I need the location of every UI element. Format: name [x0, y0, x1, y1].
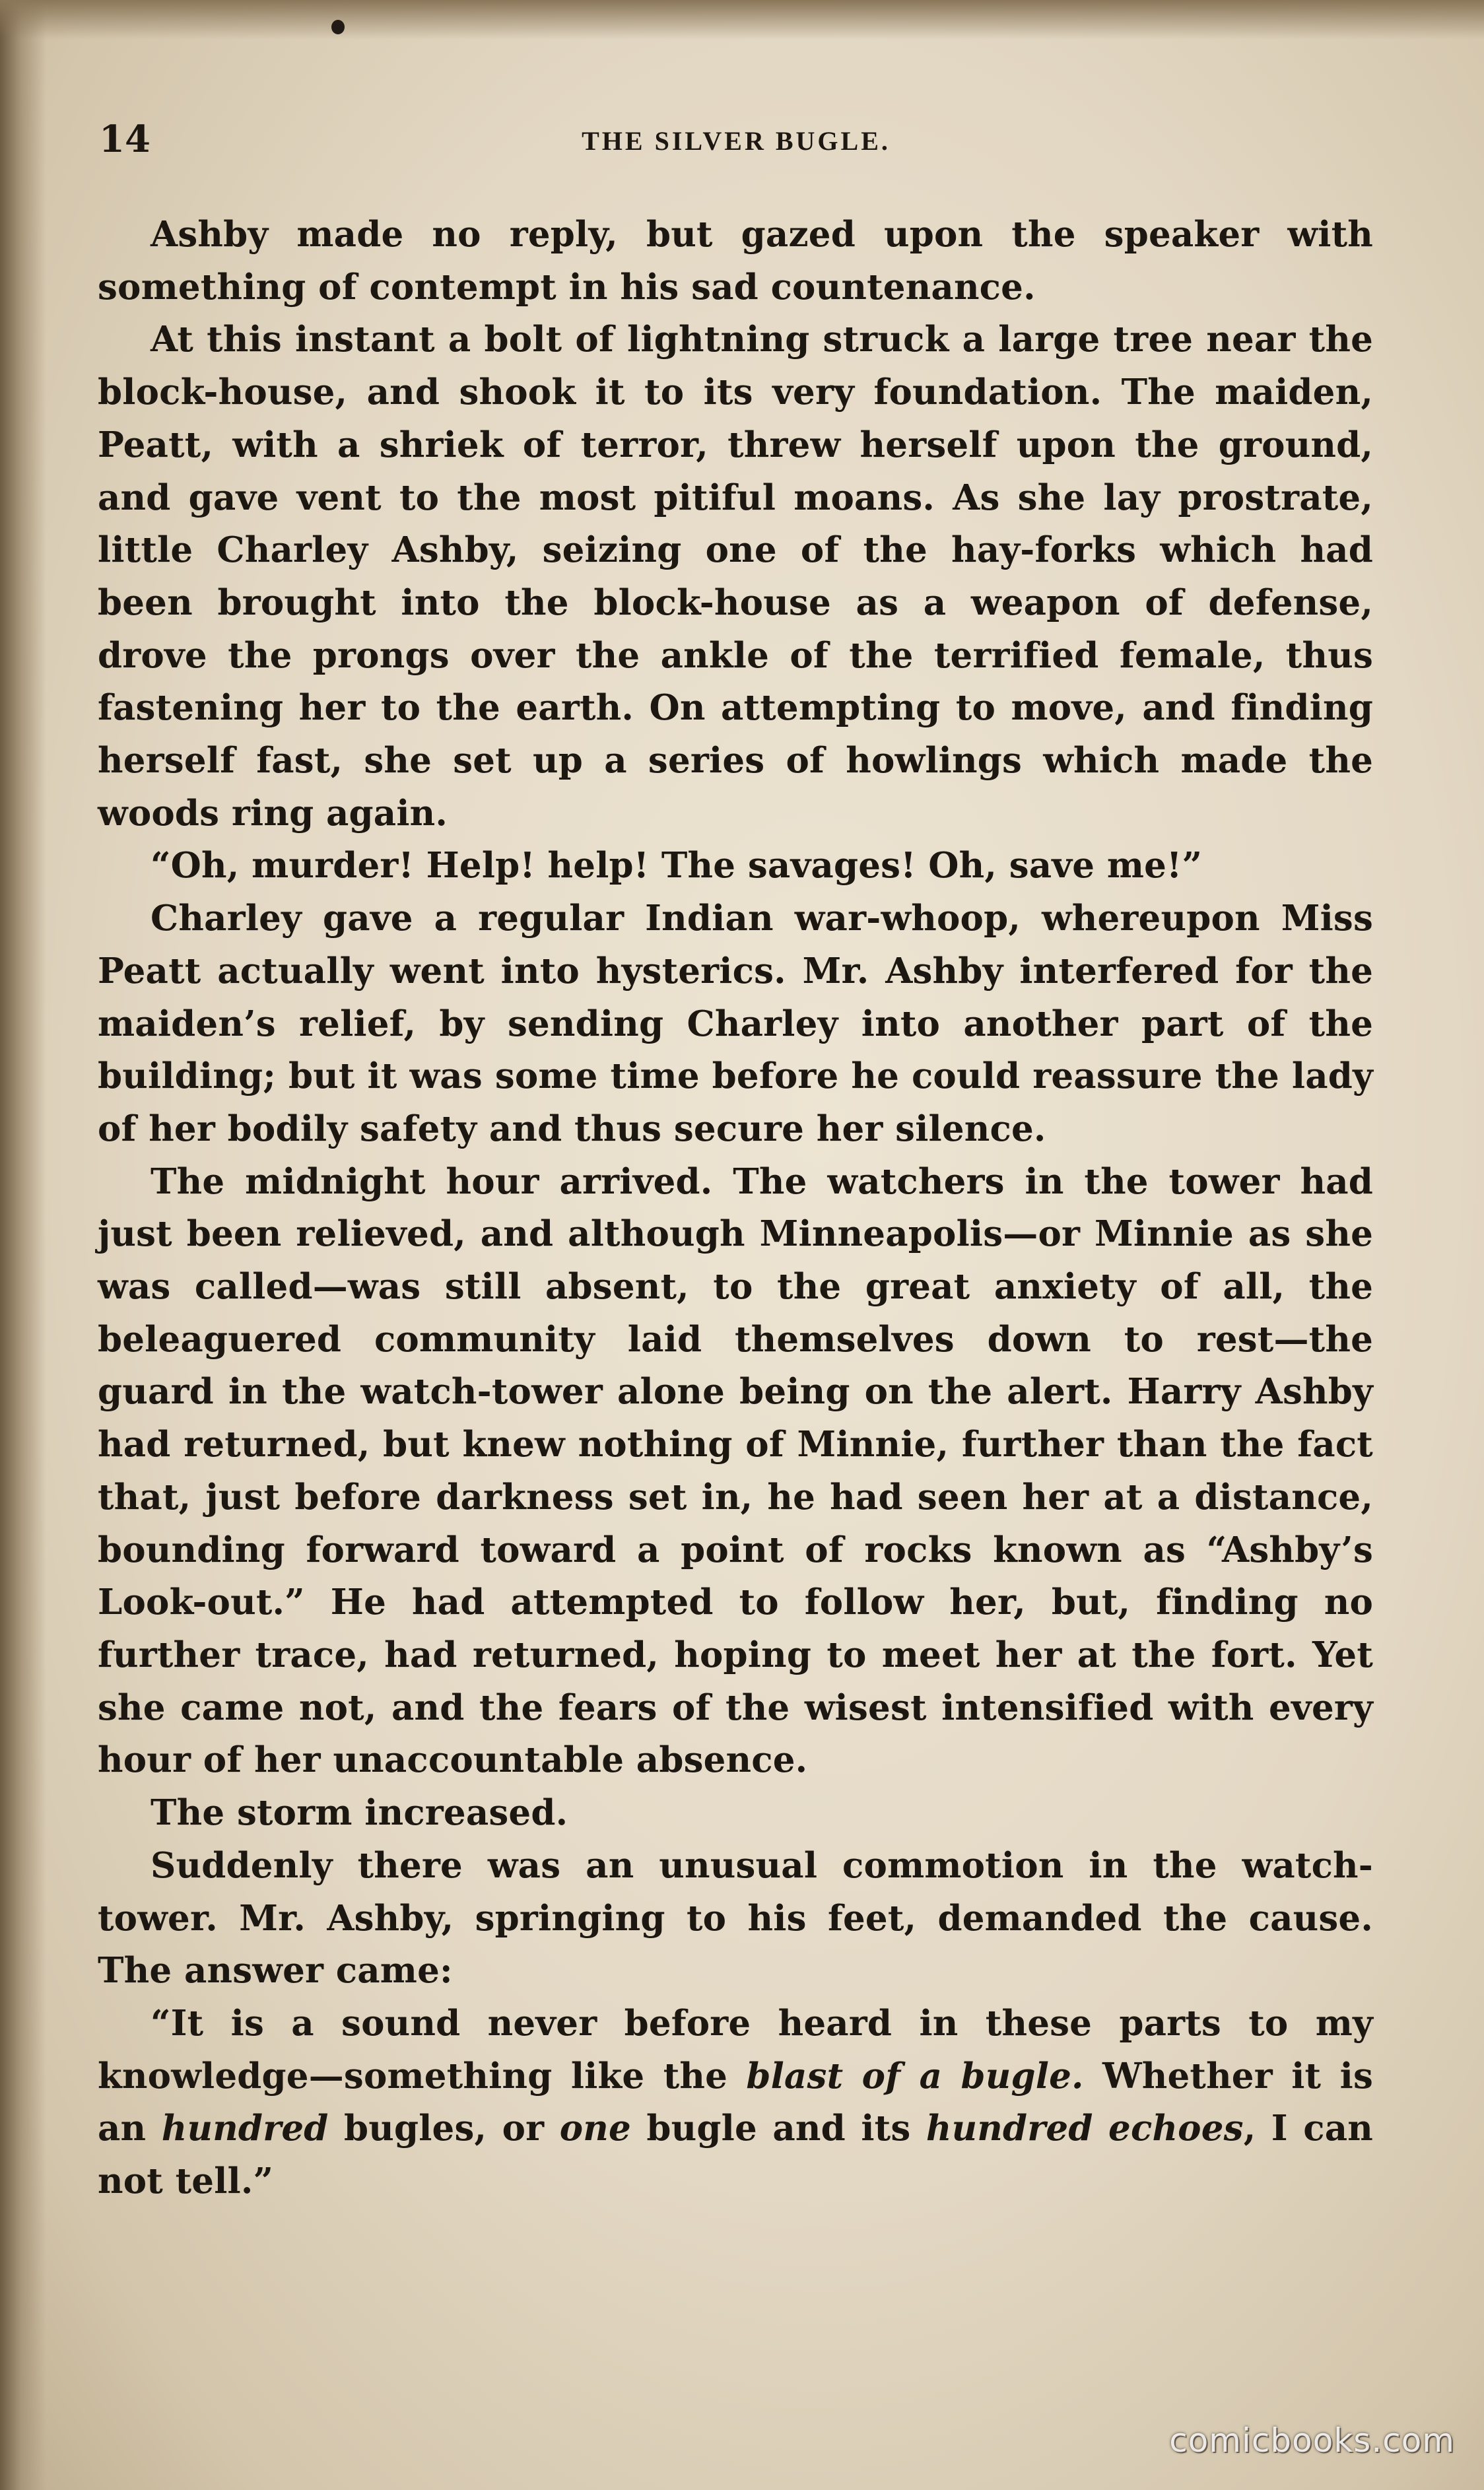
final-quote-paragraph: “It is a sound never before heard in these parts to my knowledge—something like the blast of a bugle. Whether it is an hundred bugles, or one bugle and its hundred echoes, I can not tell.” [98, 2002, 1373, 2202]
paragraph: The storm increased. [151, 1792, 568, 1834]
paragraph: The midnight hour arrived. The watchers in the tower had just been relieved, and although Minneapolis—or Minnie as she was called—was still absent, to the great anxiety of all, the beleaguered community laid themselves down to rest—the guard in the watch-tower alone being on the alert. Harry Ashby had returned, but knew nothing of Minnie, further than the fact that, just before darkness set in, he had seen her at a distance, bounding forward toward a point of rocks known as “Ashby’s Look-out.” He had attempted to follow her, but, finding no further trace, had returned, hoping to meet her at the fort. Yet she came not, and the fears of the wisest intensified with every hour of her unaccountable absence. [98, 1161, 1373, 1781]
paragraph: Suddenly there was an unusual commotion in the watch-tower. Mr. Ashby, springing to his feet, demanded the cause. The answer came: [98, 1844, 1373, 1992]
paragraph: At this instant a bolt of lightning struck a large tree near the block-house, and shook it to its very foundation. The maiden, Peatt, with a shriek of terror, threw herself upon the ground, and gave vent to the most pitiful moans. As she lay prostrate, little Charley Ashby, seizing one of the hay-forks which had been brought into the block-house as a weapon of defense, drove the prongs over the ankle of the terrified female, thus fastening her to the earth. On attempting to move, and finding herself fast, she set up a series of howlings which made the woods ring again. [98, 319, 1373, 834]
italic-text: blast of a bugle. [746, 2055, 1084, 2097]
page-header [99, 116, 1373, 162]
page-body [98, 209, 1373, 2208]
ink-spot [331, 20, 345, 34]
running-head: THE SILVER BUGLE. [582, 126, 891, 156]
paragraph: Charley gave a regular Indian war-whoop, whereupon Miss Peatt actually went into hysterics. Mr. Ashby interfered for the maiden’s relief, by sending Charley into another part of the building; but it was some time before he could reassure the lady of her bodily safety and thus secure her silence. [98, 898, 1373, 1149]
page-left-shadow [0, 0, 46, 2490]
watermark: comicbooks.com [1169, 2421, 1455, 2460]
italic-text: hundred [161, 2108, 329, 2149]
page-number: 14 [99, 118, 151, 161]
paragraph: “Oh, murder! Help! help! The savages! Oh, save me!” [151, 845, 1203, 887]
italic-text: one [559, 2108, 631, 2149]
italic-text: hundred echoes [926, 2108, 1244, 2149]
paragraph: Ashby made no reply, but gazed upon the speaker with something of contempt in his sad countenance. [98, 214, 1373, 308]
page-top-shadow [0, 0, 1484, 40]
